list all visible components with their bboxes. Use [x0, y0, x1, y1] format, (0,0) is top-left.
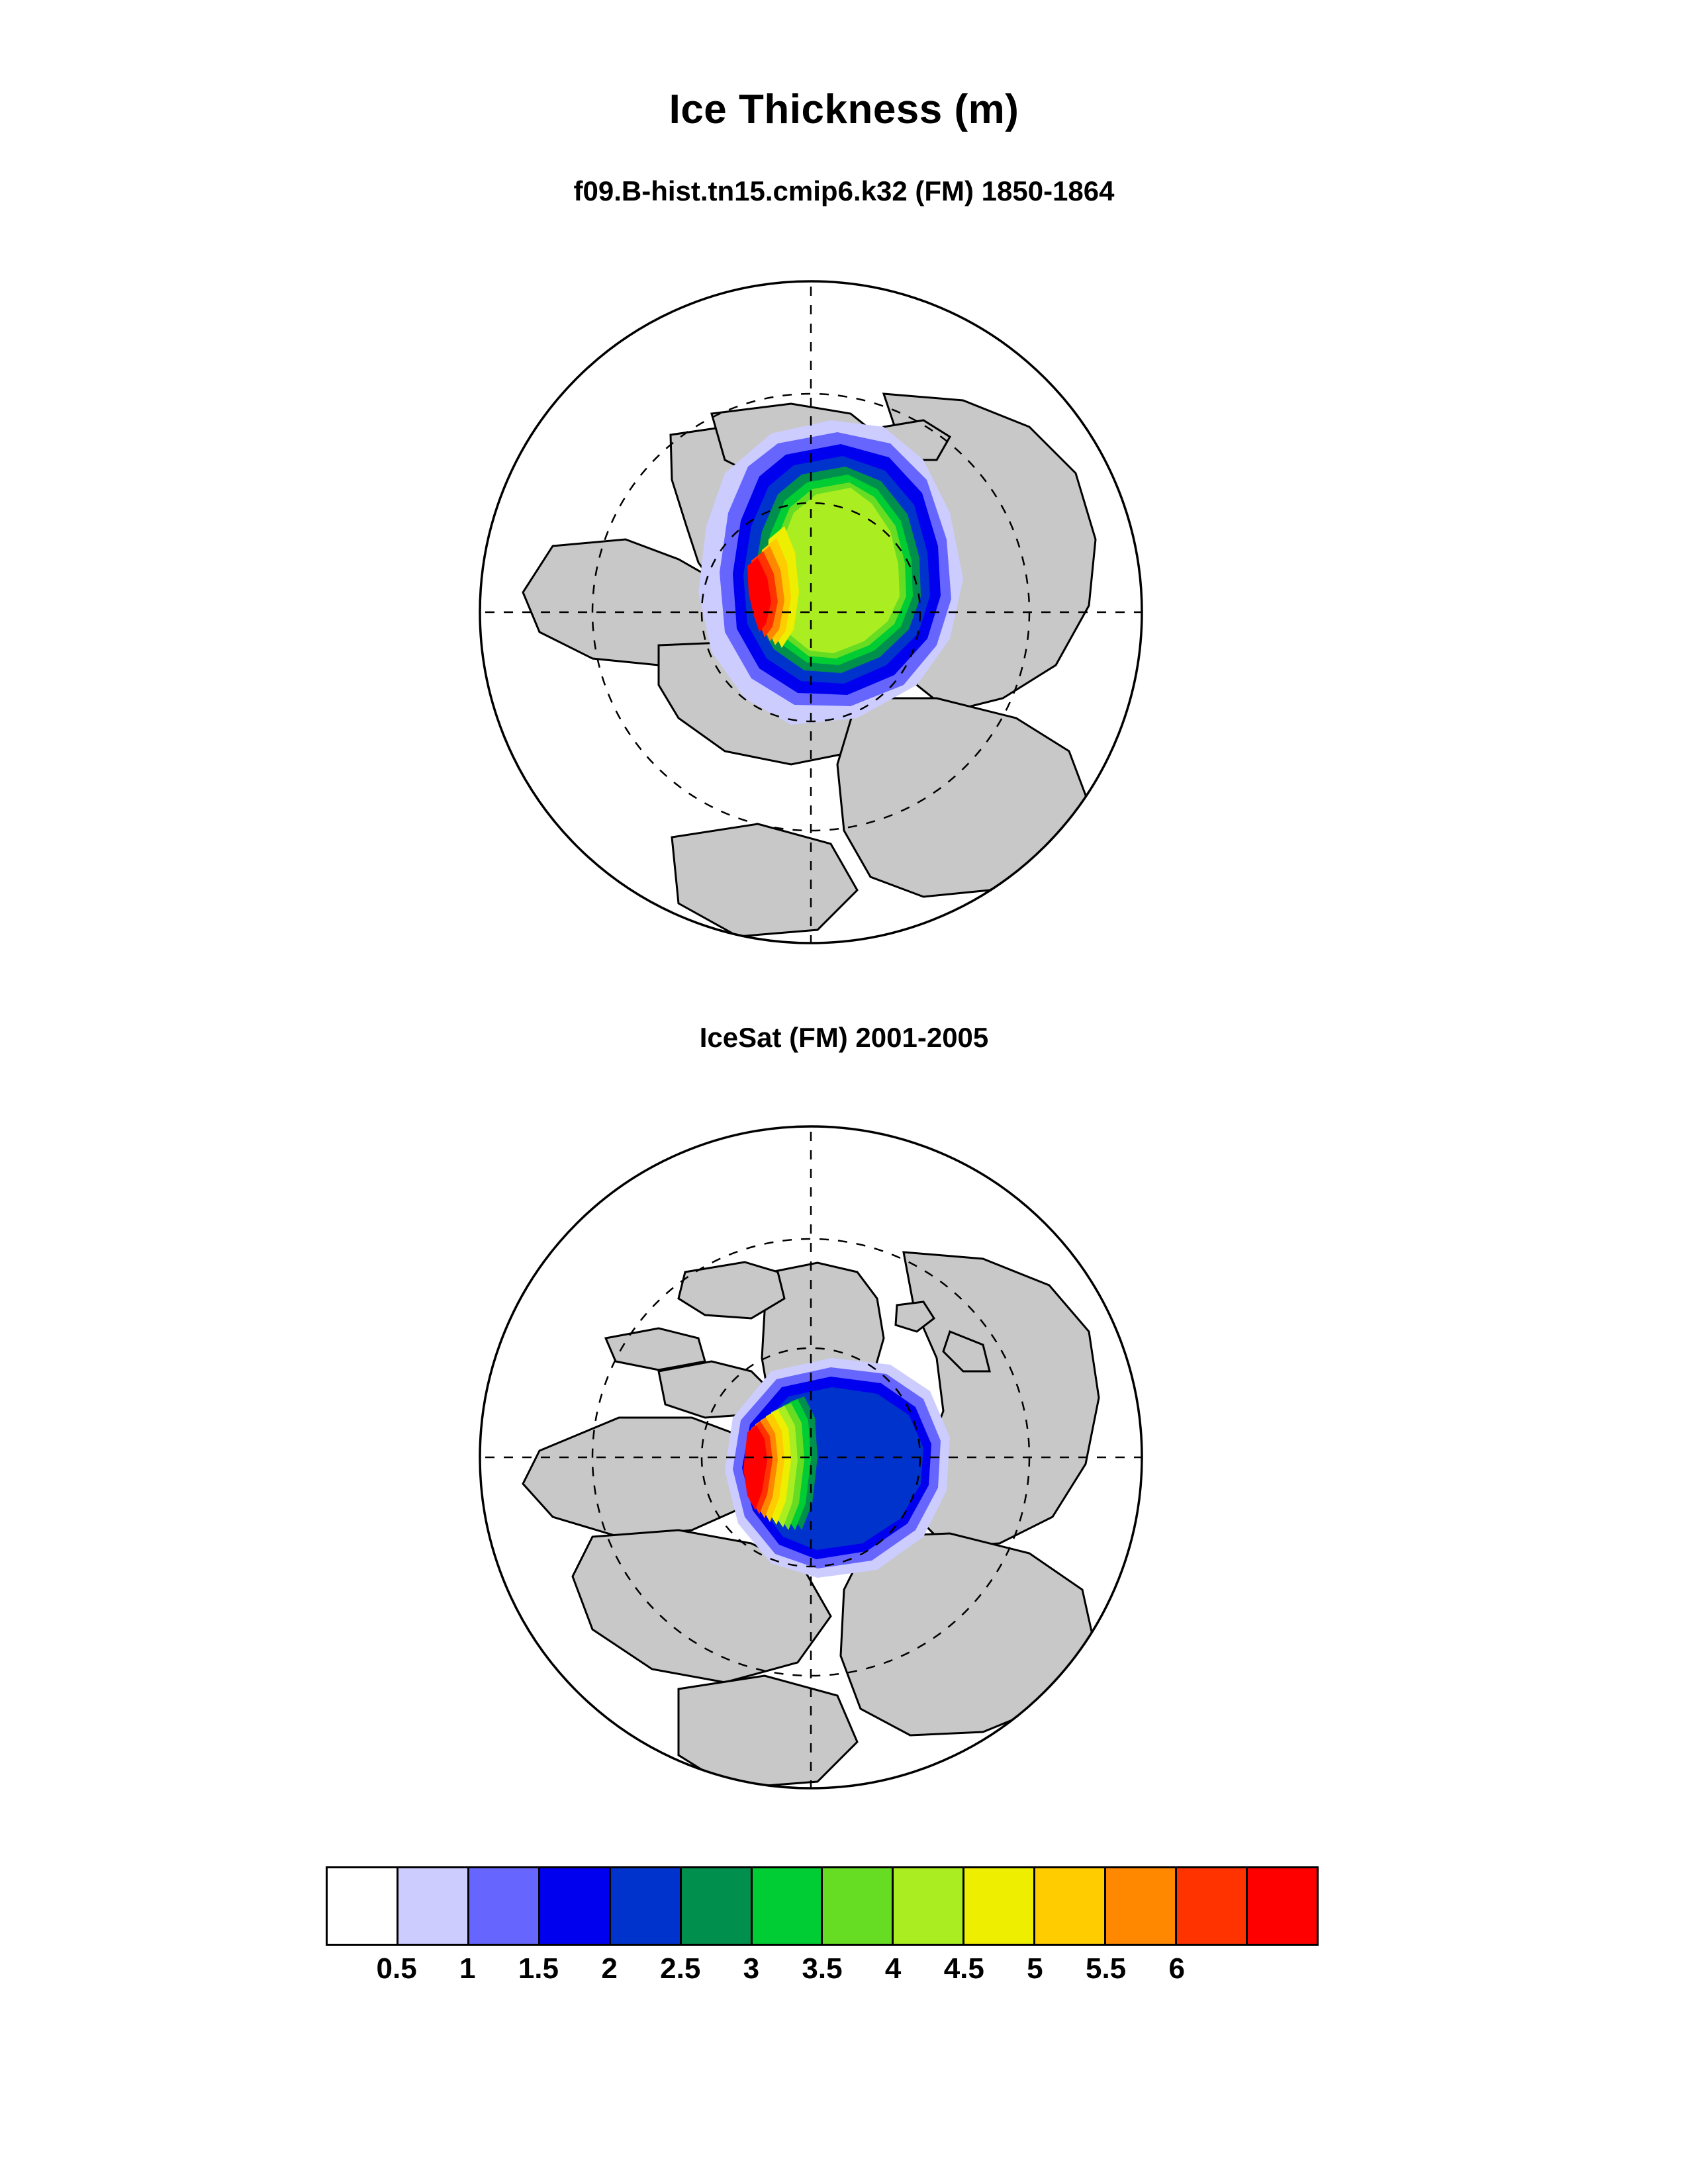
- colorbar-tick-label: 6: [1168, 1952, 1185, 1985]
- colorbar-cell: [611, 1868, 682, 1944]
- colorbar-cell: [964, 1868, 1035, 1944]
- colorbar-cell: [1035, 1868, 1106, 1944]
- colorbar-tick-label: 2.5: [660, 1952, 701, 1985]
- map-panel-icesat: [460, 1107, 1162, 1808]
- colorbar-tick-label: 4.5: [943, 1952, 984, 1985]
- colorbar-tick-label: 5: [1027, 1952, 1043, 1985]
- colorbar-cell: [894, 1868, 964, 1944]
- colorbar-cell: [540, 1868, 611, 1944]
- colorbar-tick-label: 3: [743, 1952, 760, 1985]
- panel-1-title: f09.B-hist.tn15.cmip6.k32 (FM) 1850-1864: [573, 175, 1115, 206]
- colorbar-cell: [682, 1868, 753, 1944]
- colorbar-tick-label: 2: [601, 1952, 618, 1985]
- colorbar-tick-label: 4: [884, 1952, 902, 1985]
- page-title: Ice Thickness (m): [669, 87, 1019, 132]
- colorbar: [326, 1866, 1319, 1946]
- colorbar-cell: [1248, 1868, 1317, 1944]
- colorbar-labels: [326, 1952, 1319, 1992]
- colorbar-tick-label: 3.5: [802, 1952, 843, 1985]
- colorbar-cell: [1106, 1868, 1177, 1944]
- colorbar-tick-label: 5.5: [1085, 1952, 1127, 1985]
- colorbar-cell: [328, 1868, 399, 1944]
- colorbar-cell: [823, 1868, 894, 1944]
- colorbar-cell: [469, 1868, 540, 1944]
- colorbar-tick-label: 1.5: [518, 1952, 559, 1985]
- colorbar-tick-label: 0.5: [376, 1952, 417, 1985]
- panel-2-title: IceSat (FM) 2001-2005: [699, 1022, 989, 1053]
- colorbar-cell: [399, 1868, 469, 1944]
- colorbar-cell: [753, 1868, 823, 1944]
- colorbar-cell: [1177, 1868, 1248, 1944]
- map-panel-model: [460, 261, 1162, 963]
- colorbar-tick-label: 1: [459, 1952, 476, 1985]
